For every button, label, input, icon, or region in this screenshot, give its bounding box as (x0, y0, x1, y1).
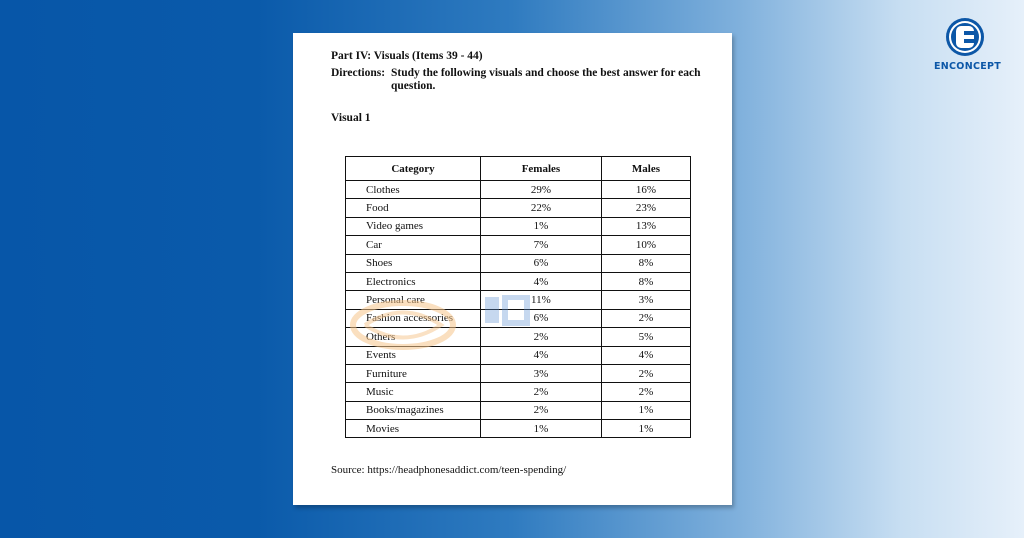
category-cell: Shoes (346, 254, 481, 272)
males-cell: 1% (601, 420, 690, 438)
males-cell: 8% (601, 272, 690, 290)
category-cell: Clothes (346, 181, 481, 199)
table-row (346, 236, 691, 254)
visual-label: Visual 1 (331, 112, 371, 124)
males-cell: 4% (601, 346, 690, 364)
males-cell: 13% (601, 217, 690, 235)
females-cell: 4% (481, 346, 602, 364)
males-cell: 8% (601, 254, 690, 272)
header-females: Females (481, 157, 602, 181)
directions-text: Study the following visuals and choose the best answer for each question. (391, 67, 701, 92)
females-cell: 22% (481, 199, 602, 217)
directions-label: Directions: (331, 67, 386, 79)
females-cell: 7% (481, 236, 602, 254)
category-cell: Movies (346, 420, 481, 438)
category-cell: Books/magazines (346, 401, 481, 419)
category-cell: Food (346, 199, 481, 217)
females-cell: 1% (481, 217, 602, 235)
females-cell: 2% (481, 383, 602, 401)
category-cell: Car (346, 236, 481, 254)
enconcept-e-logo-icon (946, 18, 984, 56)
males-cell: 2% (601, 383, 690, 401)
females-cell: 3% (481, 364, 602, 382)
category-cell: Events (346, 346, 481, 364)
females-cell: 11% (481, 291, 602, 309)
brand-logo[interactable] (934, 18, 1002, 72)
document-page (293, 33, 732, 505)
table-row (346, 328, 691, 346)
males-cell: 3% (601, 291, 690, 309)
males-cell: 23% (601, 199, 690, 217)
females-cell: 6% (481, 309, 602, 327)
spending-table (345, 156, 691, 438)
source-citation: Source: https://headphonesaddict.com/teen-spending/ (331, 464, 567, 476)
table-row (346, 309, 691, 327)
females-cell: 1% (481, 420, 602, 438)
females-cell: 29% (481, 181, 602, 199)
header-males: Males (601, 157, 690, 181)
males-cell: 1% (601, 401, 690, 419)
males-cell: 16% (601, 181, 690, 199)
table-header-row (346, 157, 691, 181)
males-cell: 2% (601, 364, 690, 382)
table-row (346, 199, 691, 217)
category-cell: Video games (346, 217, 481, 235)
table-row (346, 401, 691, 419)
table-row (346, 346, 691, 364)
males-cell: 5% (601, 328, 690, 346)
females-cell: 4% (481, 272, 602, 290)
category-cell: Music (346, 383, 481, 401)
category-cell: Personal care (346, 291, 481, 309)
females-cell: 2% (481, 328, 602, 346)
category-cell: Furniture (346, 364, 481, 382)
table-row (346, 272, 691, 290)
table-row (346, 181, 691, 199)
table-row (346, 254, 691, 272)
header-category: Category (346, 157, 481, 181)
males-cell: 10% (601, 236, 690, 254)
table-row (346, 291, 691, 309)
females-cell: 2% (481, 401, 602, 419)
category-cell: Fashion accessories (346, 309, 481, 327)
table-row (346, 420, 691, 438)
table-row (346, 217, 691, 235)
category-cell: Electronics (346, 272, 481, 290)
category-cell: Others (346, 328, 481, 346)
table-row (346, 383, 691, 401)
part-title: Part IV: Visuals (Items 39 - 44) (331, 50, 483, 62)
table-row (346, 364, 691, 382)
males-cell: 2% (601, 309, 690, 327)
females-cell: 6% (481, 254, 602, 272)
brand-name: ENCONCEPT (934, 61, 1002, 72)
